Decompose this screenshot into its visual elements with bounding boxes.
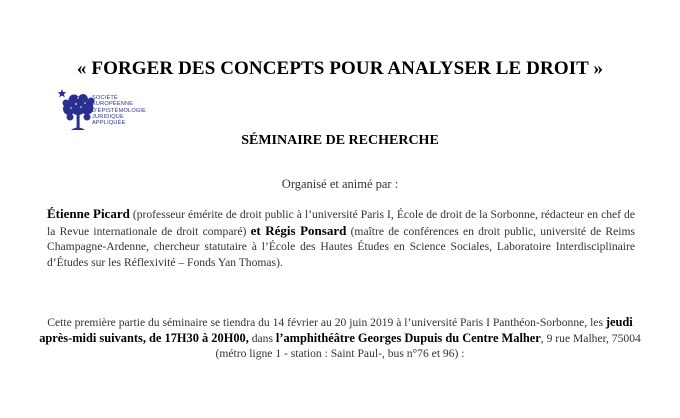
logo-text: [92, 95, 146, 126]
conjunction: et: [250, 222, 266, 238]
logo-line: EUROPÉENNE: [92, 101, 134, 108]
logo-line: APPLIQUÉE: [92, 120, 126, 127]
document-title: « FORGER DES CONCEPTS POUR ANALYSER LE DROIT »: [76, 58, 604, 79]
organised-by-label: Organisé et animé par :: [281, 177, 399, 191]
schedule-paragraph: [38, 315, 642, 362]
organiser-desc-1: (professeur émérite de droit public à l’université Paris I, École de droit de la Sorbonne, rédacteur en chef de la Revue internationale de droit comparé): [47, 208, 635, 238]
logo-line: JURIDIQUE: [92, 113, 124, 120]
organisers-paragraph: [47, 206, 635, 270]
organiser-name-1: Étienne Picard: [47, 206, 130, 221]
schedule-venue: l’amphithéâtre Georges Dupuis du Centre Malher: [275, 330, 541, 345]
logo-line: SOCIÉTÉ: [92, 95, 118, 101]
organiser-desc-2: (maître de conférences en droit public, université de Reims Champagne-Ardenne, chercheur statutaire à l’École des Hautes Études en Science Sociales, Laboratoire Interdisciplinaire d’Études sur les Réflexivité – Fonds Yan Thomas).: [47, 224, 635, 269]
schedule-time: jeudi après-midi suivants, de 17H30 à 20H00,: [39, 315, 633, 345]
schedule-text-1: Cette première partie du séminaire se tiendra du 14 février au 20 juin 2019 à l’université Paris I Panthéon-Sorbonne, les: [47, 316, 606, 329]
logo-line: D'ÉPISTÉMOLOGIE: [92, 107, 147, 114]
schedule-text-3: , 9 rue Malher, 75004 (métro ligne 1 - station : Saint Paul-, bus n°76 et 96) :: [215, 331, 641, 360]
organiser-name-2: Régis Ponsard: [265, 222, 347, 238]
seminar-heading: SÉMINAIRE DE RECHERCHE: [241, 133, 439, 148]
schedule-text-2: dans: [248, 331, 276, 345]
